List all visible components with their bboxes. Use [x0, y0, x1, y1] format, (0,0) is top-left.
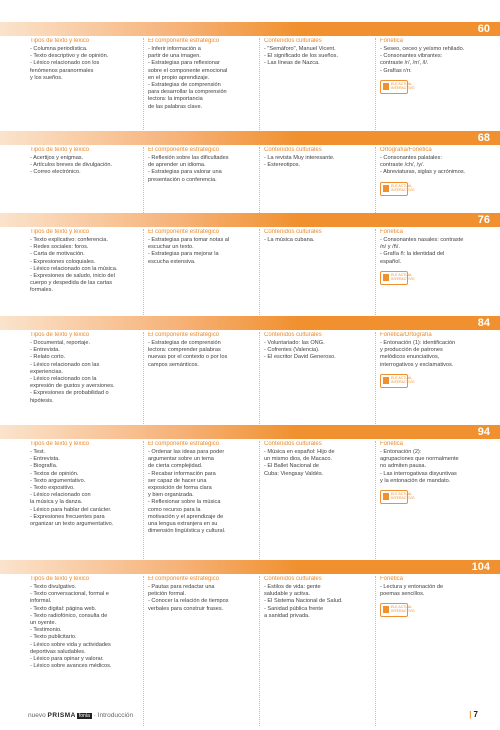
list-item: nuevas por el contexto o por los [148, 354, 228, 361]
item-list [148, 449, 255, 535]
list-item: - Léxico relacionado con [30, 492, 91, 499]
list-item: - Grafías r/rr. [380, 67, 412, 74]
list-item: - Acertijos y enigmas. [30, 155, 84, 161]
column-3 [260, 441, 376, 571]
list-item: - Correo electrónico. [30, 169, 81, 176]
list-item: - Música en español: Hijo de [264, 449, 335, 455]
list-item: fenómenos paranormales [30, 67, 94, 74]
column-4 [376, 441, 488, 571]
list-item: - Expresiones coloquiales. [30, 258, 96, 265]
item-list [30, 340, 139, 405]
list-item: - Expresiones frecuentes para [30, 513, 105, 520]
list-item: dimensión lingüística y cultural. [148, 528, 226, 535]
section-header-bar [0, 560, 500, 574]
list-item: - Redes sociales: foros. [30, 244, 89, 251]
list-item: - Entonación (2): [380, 449, 422, 455]
list-item: - Biografía. [30, 463, 58, 470]
footer-subtitle: · Introducción [93, 712, 134, 719]
column-heading: Tipos de texto y léxico [30, 38, 90, 44]
list-item: - Voluntariado: las ONG. [264, 340, 325, 346]
list-item: - Léxico relacionado con las [30, 361, 100, 368]
list-item: lectora: comprender palabras [148, 347, 221, 354]
list-item: - El escritor David Generoso. [264, 354, 336, 361]
list-item: - Ordenar las ideas para poder [148, 449, 225, 455]
list-item: de aprender un idioma. [148, 162, 206, 169]
list-item: - Test. [30, 449, 46, 455]
list-item: un mismo dios, de Macaco. [264, 456, 333, 463]
list-item: escucha extensiva. [148, 258, 196, 265]
list-item: - Sanidad pública frente [264, 605, 324, 612]
list-item: - Textos de opinión. [30, 470, 79, 477]
item-list [380, 340, 484, 369]
item-list [30, 237, 139, 295]
list-item: - La música cubana. [264, 237, 315, 243]
item-list [30, 584, 139, 670]
section-header-bar [0, 425, 500, 439]
list-item: - Lectura y entonación de [380, 584, 444, 590]
list-item: y los sueños. [30, 74, 63, 81]
list-item: - Estrategias para valorar una [148, 169, 222, 176]
list-item: experiencias. [30, 368, 63, 375]
column-heading: El componente estratégico [148, 332, 220, 338]
list-item: argumentar sobre un tema [148, 456, 214, 463]
list-item: - Texto explicativo: conferencia. [30, 237, 108, 243]
list-item: - Estereotipos. [264, 162, 301, 169]
list-item: agrupaciones que normalmente [380, 456, 459, 463]
book-badge-icon [380, 603, 415, 617]
list-item: - Texto expositivo. [30, 485, 75, 492]
column-heading: Fonética [380, 229, 404, 235]
item-list [264, 449, 371, 478]
book-badge-icon [380, 490, 415, 504]
list-item: - Estrategias de comprensión [148, 82, 221, 89]
list-item: contraste /ch/, /y/. [380, 162, 425, 169]
column-heading: El componente estratégico [148, 441, 220, 447]
item-list [264, 584, 371, 620]
list-item: - Testimonio. [30, 627, 62, 634]
item-list [264, 340, 371, 362]
column-heading: Tipos de texto y léxico [30, 332, 90, 338]
list-item: - El Sistema Nacional de Salud. [264, 598, 343, 605]
column-2 [144, 576, 260, 726]
list-item: - Columna periodística. [30, 46, 88, 52]
book-badge-text: ELE ACTUAL INTERACTIVO [391, 81, 415, 90]
section-page-number: 60 [456, 22, 500, 36]
section-header-bar [0, 316, 500, 330]
item-list [380, 584, 484, 598]
column-4 [376, 229, 488, 329]
column-heading: El componente estratégico [148, 38, 220, 44]
section-page-number: 68 [456, 131, 500, 145]
book-badge-text: ELE ACTUAL INTERACTIVO [391, 183, 415, 192]
list-item: petición formal. [148, 591, 186, 598]
list-item: - Texto descriptivo y de opinión. [30, 53, 109, 60]
column-heading: Contenidos culturales [264, 38, 322, 44]
list-item: deportivas saludables. [30, 648, 86, 655]
column-1 [26, 576, 144, 726]
book-badge-icon [380, 182, 415, 196]
list-item: sobre el componente emocional [148, 67, 228, 74]
list-item: formales. [30, 287, 54, 294]
column-heading: El componente estratégico [148, 147, 220, 153]
list-item: - Pautas para redactar una [148, 584, 215, 590]
list-item: - Léxico para hablar del carácter. [30, 506, 112, 513]
list-item: partir de una imagen. [148, 53, 201, 60]
item-list [30, 46, 139, 82]
list-item: - Reflexionar sobre la música [148, 499, 221, 506]
list-item: Cuba: Viengsay Valdés. [264, 470, 324, 477]
list-item: - Texto publicitario. [30, 634, 77, 641]
footer-brand: PRISMA [47, 712, 76, 719]
column-2 [144, 38, 260, 138]
book-badge-icon [380, 80, 415, 94]
list-item: para desarrollar la comprensión [148, 89, 227, 96]
column-heading: Ortografía/Fonética [380, 147, 432, 153]
column-3 [260, 229, 376, 329]
column-1 [26, 332, 144, 438]
list-item: cuerpo y despedida de las cartas [30, 280, 113, 287]
list-item: - Consonantes palatales: [380, 155, 442, 161]
column-1 [26, 229, 144, 329]
column-heading: Tipos de texto y léxico [30, 576, 90, 582]
list-item: - Estrategias para mejorar la [148, 251, 219, 258]
column-heading: Fonética/Ortografía [380, 332, 432, 338]
list-item: motivación y el aprendizaje de [148, 513, 224, 520]
list-item: - Cofrentes (Valencia). [264, 347, 320, 354]
column-heading: Fonética [380, 441, 404, 447]
footer-tag: fonía [78, 713, 90, 719]
list-item: - Léxico para opinar y valorar. [30, 656, 104, 663]
list-item: y la entonación de mandato. [380, 477, 451, 484]
list-item: campos semánticos. [148, 361, 199, 368]
section-header-bar [0, 131, 500, 145]
list-item: ser capaz de hacer una [148, 477, 207, 484]
column-heading: Contenidos culturales [264, 332, 322, 338]
list-item: - Léxico relacionado con la [30, 376, 97, 383]
list-item: - Las interrogativas disyuntivas [380, 470, 457, 477]
column-heading: Fonética [380, 576, 404, 582]
list-item: - Texto radiofónico, consulta de [30, 612, 108, 619]
column-heading: Contenidos culturales [264, 229, 322, 235]
list-item: saludable y activa. [264, 591, 311, 598]
list-item: expresión de gustos y aversiones. [30, 383, 115, 390]
item-list [380, 237, 484, 266]
list-item: español. [380, 258, 402, 265]
item-list [380, 449, 484, 485]
list-item: - Conocer la relación de tiempos [148, 598, 229, 605]
list-item: - Expresiones de probabilidad o [30, 390, 109, 397]
list-item: no admiten pausa. [380, 463, 427, 470]
column-heading: El componente estratégico [148, 576, 220, 582]
list-item: - Texto argumentativo. [30, 477, 86, 484]
column-4 [376, 576, 488, 726]
list-item: - Léxico sobre avances médicos. [30, 663, 112, 670]
list-item: - Artículos breves de divulgación. [30, 162, 113, 169]
list-item: - Carta de motivación. [30, 251, 85, 258]
list-item: contraste /r/, /rr/, /l/. [380, 60, 429, 67]
item-list [148, 584, 255, 613]
column-3 [260, 576, 376, 726]
list-item: poemas sencillos. [380, 591, 425, 598]
list-item: la música y la danza. [30, 499, 83, 506]
item-list [380, 155, 484, 177]
book-badge-text: ELE ACTUAL INTERACTIVO [391, 272, 415, 281]
list-item: como recurso para la [148, 506, 201, 513]
list-item: - El Ballet Nacional de [264, 463, 320, 470]
list-item: - Texto divulgativo. [30, 584, 77, 590]
list-item: escuchar un texto. [148, 244, 194, 251]
list-item: - Las líneas de Nazca. [264, 60, 320, 67]
list-item: - Texto digital: página web. [30, 605, 97, 612]
list-item: - Documental, reportaje. [30, 340, 91, 346]
list-item: - Seseo, ceceo y yeísmo rehilado. [380, 46, 465, 52]
list-item: un oyente. [30, 620, 57, 627]
list-item: - Estrategias de comprensión [148, 340, 221, 346]
list-item: hipótesis. [30, 397, 54, 404]
item-list [264, 237, 371, 244]
section-page-number: 76 [456, 213, 500, 227]
column-4 [376, 332, 488, 438]
list-item: - Texto conversacional, formal e [30, 591, 109, 598]
list-item: interrogativos y exclamativos. [380, 361, 454, 368]
list-item: - Entrevista. [30, 347, 60, 354]
list-item: - Léxico relacionado con los [30, 60, 100, 67]
column-2 [144, 229, 260, 329]
item-list [264, 155, 371, 169]
book-badge-text: ELE ACTUAL INTERACTIVO [391, 375, 415, 384]
book-badge-text: ELE ACTUAL INTERACTIVO [391, 492, 415, 501]
list-item: de las palabras clave. [148, 103, 203, 110]
list-item: en el propio aprendizaje. [148, 74, 210, 81]
item-list [30, 155, 139, 177]
column-heading: Contenidos culturales [264, 147, 322, 153]
list-item: - Entonación (1): identificación [380, 340, 456, 346]
column-heading: Tipos de texto y léxico [30, 229, 90, 235]
list-item: a sanidad privada. [264, 612, 310, 619]
list-item: - Inferir información a [148, 46, 201, 52]
list-item: lectora: la importancia [148, 96, 203, 103]
list-item: presentación o conferencia. [148, 176, 217, 183]
column-1 [26, 38, 144, 138]
column-4 [376, 38, 488, 138]
item-list [30, 449, 139, 528]
list-item: - Expresiones de saludo, inicio del [30, 273, 115, 280]
list-item: - Estrategias para reflexionar [148, 60, 220, 67]
list-item: - Léxico relacionado con la música. [30, 265, 118, 272]
list-item: - Estrategias para tomar notas al [148, 237, 230, 243]
column-heading: Contenidos culturales [264, 441, 322, 447]
list-item: - El significado de los sueños. [264, 53, 339, 60]
column-2 [144, 441, 260, 571]
column-heading: El componente estratégico [148, 229, 220, 235]
column-heading: Tipos de texto y léxico [30, 147, 90, 153]
item-list [380, 46, 484, 75]
book-badge-icon [380, 271, 415, 285]
list-item: exposición de forma clara [148, 485, 212, 492]
item-list [264, 46, 371, 68]
column-heading: Contenidos culturales [264, 576, 322, 582]
list-item: verbales para construir frases. [148, 605, 224, 612]
section-header-bar [0, 22, 500, 36]
section-page-number: 94 [456, 425, 500, 439]
list-item: melódicos enunciativos, [380, 354, 440, 361]
item-list [148, 46, 255, 111]
list-item: - Consonantes nasales: contraste [380, 237, 464, 243]
column-3 [260, 38, 376, 138]
list-item: /n/ y /ñ/. [380, 244, 400, 251]
column-3 [260, 332, 376, 438]
list-item: - "Semáforo", Manuel Vicent. [264, 46, 336, 52]
list-item: y producción de patrones [380, 347, 443, 354]
column-heading: Tipos de texto y léxico [30, 441, 90, 447]
list-item: - Estilos de vida: gente [264, 584, 321, 590]
column-heading: Fonética [380, 38, 404, 44]
list-item: - Recabar información para [148, 470, 216, 477]
list-item: - Grafía ñ: la identidad del [380, 251, 445, 258]
item-list [148, 340, 255, 369]
book-badge-icon [380, 374, 415, 388]
list-item: una lengua extranjera en su [148, 521, 218, 528]
page-number: | 7 [469, 710, 478, 719]
item-list [148, 155, 255, 184]
list-item: - Reflexión sobre las dificultades [148, 155, 229, 161]
section-header-bar [0, 213, 500, 227]
list-item: - Léxico sobre vida y actividades [30, 641, 111, 648]
footer [28, 712, 133, 719]
section-page-number: 104 [456, 560, 500, 574]
list-item: - Consonantes vibrantes: [380, 53, 443, 60]
column-1 [26, 441, 144, 571]
book-badge-text: ELE ACTUAL INTERACTIVO [391, 605, 415, 614]
footer-brand-prefix: nuevo [28, 712, 46, 719]
column-2 [144, 332, 260, 438]
list-item: - La revista Muy interesante. [264, 155, 335, 161]
list-item: y bien organizada. [148, 492, 194, 499]
list-item: de cierta complejidad. [148, 463, 203, 470]
item-list [148, 237, 255, 266]
list-item: informal. [30, 598, 52, 605]
list-item: organizar un texto argumentativo. [30, 521, 114, 528]
section-page-number: 84 [456, 316, 500, 330]
list-item: - Abreviaturas, siglas y acrónimos. [380, 169, 466, 176]
list-item: - Entrevista. [30, 456, 60, 463]
list-item: - Relato corto. [30, 354, 66, 361]
